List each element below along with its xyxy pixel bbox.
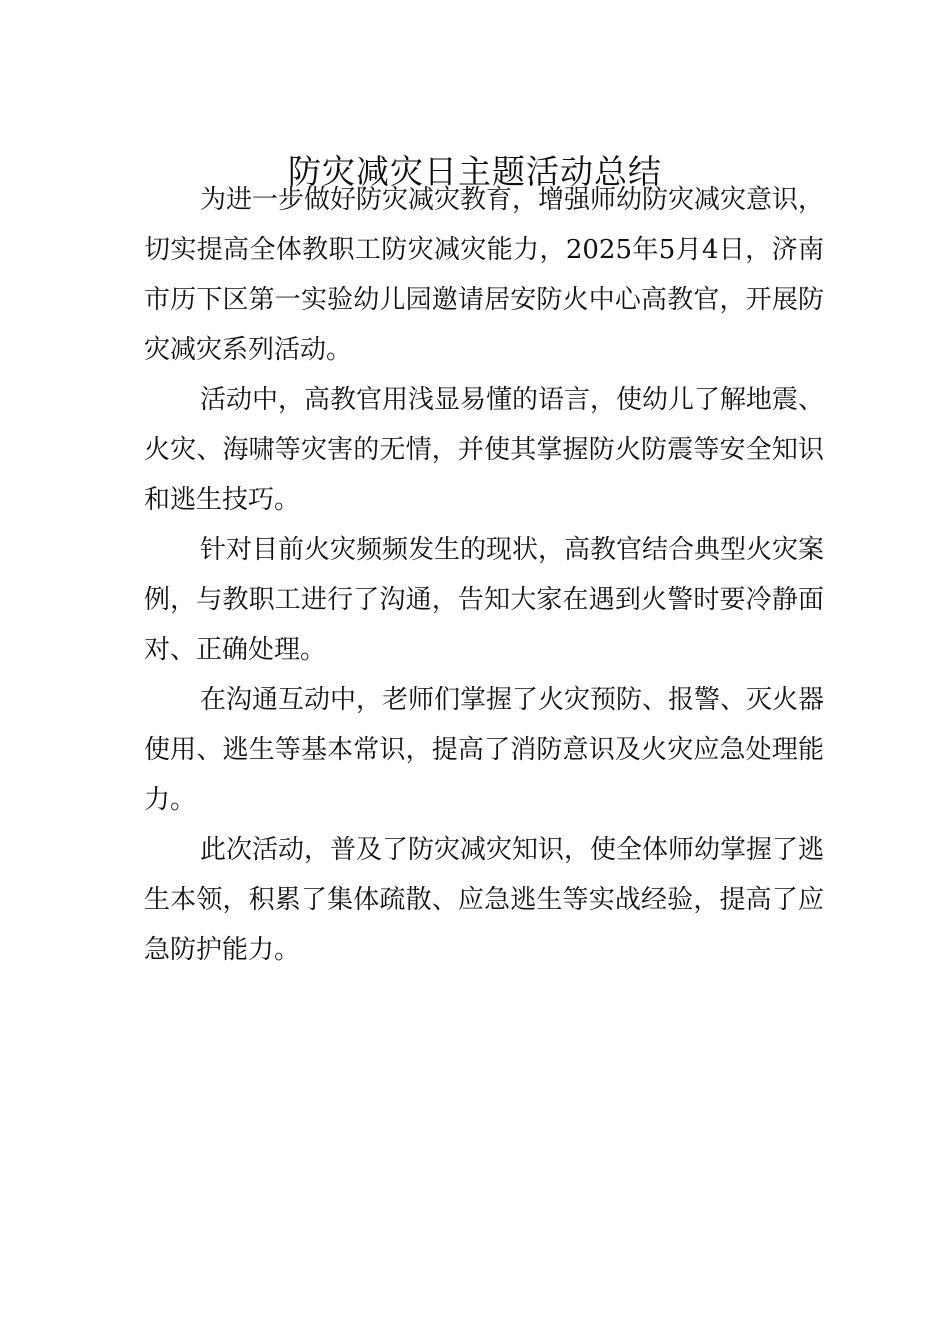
paragraph-fire-cases: 针对目前火灾频频发生的现状，高教官结合典型火灾案例，与教职工进行了沟通，告知大家在遇到火警时要冷静面对、正确处理。 <box>144 535 825 665</box>
paragraph-conclusion: 此次活动，普及了防灾减灾知识，使全体师幼掌握了逃生本领，积累了集体疏散、应急逃生等实战经验，提高了应急防护能力。 <box>144 835 825 965</box>
paragraph-activity: 活动中，高教官用浅显易懂的语言，使幼儿了解地震、火灾、海啸等灾害的无情，并使其掌握防火防震等安全知识和逃生技巧。 <box>144 385 825 515</box>
document-body <box>144 175 824 975</box>
paragraph-intro: 为进一步做好防灾减灾教育，增强师幼防灾减灾意识，切实提高全体教职工防灾减灾能力，2025年5月4日，济南市历下区第一实验幼儿园邀请居安防火中心高教官，开展防灾减灾系列活动。 <box>144 185 825 365</box>
paragraph-interaction: 在沟通互动中，老师们掌握了火灾预防、报警、灭火器使用、逃生等基本常识，提高了消防意识及火灾应急处理能力。 <box>144 685 825 815</box>
document-title: 防灾减灾日主题活动总结 <box>288 152 662 192</box>
